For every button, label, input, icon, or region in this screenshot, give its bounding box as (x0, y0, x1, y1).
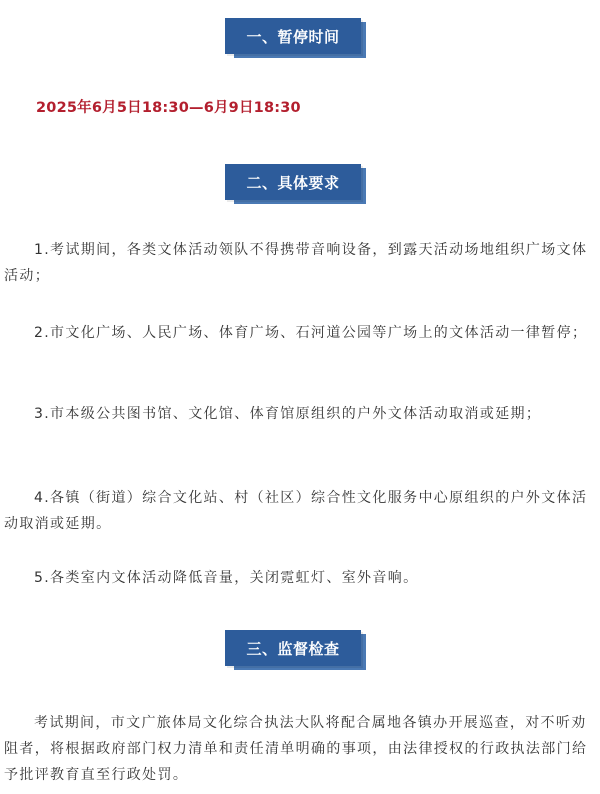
section-header-supervision (0, 630, 600, 670)
requirement-item: 5.各类室内文体活动降低音量，关闭霓虹灯、室外音响。 (34, 570, 419, 586)
section-title: 三、监督检查 (225, 630, 361, 666)
section-title: 一、暂停时间 (225, 18, 361, 54)
requirement-item: 3.市本级公共图书馆、文化馆、体育馆原组织的户外文体活动取消或延期； (34, 406, 542, 422)
pause-time-range: 2025年6月5日18:30—6月9日18:30 (36, 100, 301, 116)
section-title: 二、具体要求 (225, 164, 361, 200)
requirement-item: 2.市文化广场、人民广场、体育广场、石河道公园等广场上的文体活动一律暂停； (34, 325, 588, 341)
requirement-item: 1.考试期间，各类文体活动领队不得携带音响设备，到露天活动场地组织广场文体活动； (4, 242, 588, 284)
section-header-requirements (0, 164, 600, 204)
supervision-paragraph: 考试期间，市文广旅体局文化综合执法大队将配合属地各镇办开展巡查，对不听劝阻者，将根据政府部门权力清单和责任清单明确的事项，由法律授权的行政执法部门给予批评教育直至行政处罚。 (4, 715, 588, 783)
section-header-pause-time (0, 18, 600, 58)
requirement-item: 4.各镇（街道）综合文化站、村（社区）综合性文化服务中心原组织的户外文体活动取消或延期。 (4, 490, 588, 532)
